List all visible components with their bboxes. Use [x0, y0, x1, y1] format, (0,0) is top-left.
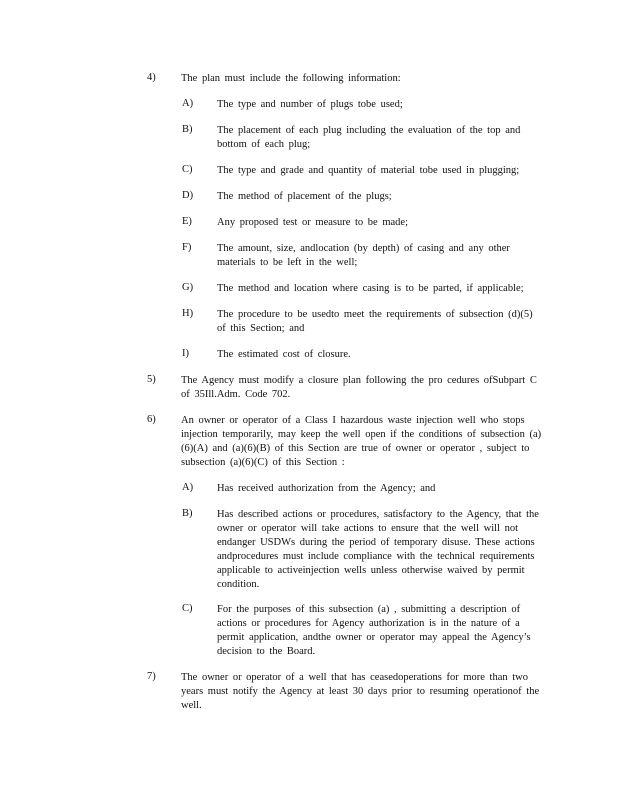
- sub-item-number: F): [182, 242, 192, 253]
- item-text: The Agency must modify a closure plan following the pro cedures ofSubpart C of 35Ill.Adm. Code 702.: [181, 375, 537, 400]
- sub-item-text: For the purposes of this subsection (a) , submitting a description of actions or procedures for Agency authorization is in the nature of a permit application, andthe owner or operator may appeal the Agency’s decision to the Board.: [217, 604, 531, 657]
- item-text: An owner or operator of a Class I hazardous waste injection well who stops injection temporarily, may keep the well open if the conditions of subsection (a)(6)(A) and (a)(6)(B) of this Section are true of owner or operator , subject to subsection (a)(6)(C) of this Section :: [181, 415, 542, 468]
- sub-item-number: C): [182, 603, 193, 614]
- item-number: 4): [147, 72, 156, 83]
- sub-item-text: The estimated cost of closure.: [217, 349, 351, 360]
- sub-item-number: H): [182, 308, 194, 319]
- sub-item-number: D): [182, 190, 194, 201]
- sub-item-text: Has described actions or procedures, satisfactory to the Agency, that the owner or operator will take actions to ensure that the well will not endanger USDWs during the period of temporary disuse. These actions andprocedures must include compliance with the technical requirements applicable to activeinjection wells unless otherwise waived by permit condition.: [217, 509, 539, 590]
- sub-item-number: I): [182, 348, 189, 359]
- sub-item-text: Has received authorization from the Agency; and: [217, 483, 436, 494]
- sub-item-number: B): [182, 124, 193, 135]
- item-number: 5): [147, 374, 156, 385]
- sub-item-text: The amount, size, andlocation (by depth) of casing and any other materials to be left in the well;: [217, 243, 510, 268]
- sub-item-number: B): [182, 508, 193, 519]
- sub-item-text: The type and grade and quantity of material tobe used in plugging;: [217, 165, 520, 176]
- sub-item-text: The type and number of plugs tobe used;: [217, 99, 403, 110]
- sub-item-text: Any proposed test or measure to be made;: [217, 217, 408, 228]
- sub-item-text: The method of placement of the plugs;: [217, 191, 392, 202]
- sub-item-text: The method and location where casing is to be parted, if applicable;: [217, 283, 524, 294]
- sub-item-text: The procedure to be usedto meet the requirements of subsection (d)(5) of this Section; and: [217, 309, 533, 334]
- item-text: The plan must include the following information:: [181, 73, 401, 84]
- sub-item-number: A): [182, 98, 194, 109]
- sub-item-number: G): [182, 282, 194, 293]
- sub-item-number: A): [182, 482, 194, 493]
- item-number: 6): [147, 414, 156, 425]
- sub-item-text: The placement of each plug including the evaluation of the top and bottom of each plug;: [217, 125, 521, 150]
- item-text: The owner or operator of a well that has ceasedoperations for more than two years must notify the Agency at least 30 days prior to resuming operationof the well.: [181, 672, 540, 711]
- item-number: 7): [147, 671, 156, 682]
- sub-item-number: C): [182, 164, 193, 175]
- sub-item-number: E): [182, 216, 192, 227]
